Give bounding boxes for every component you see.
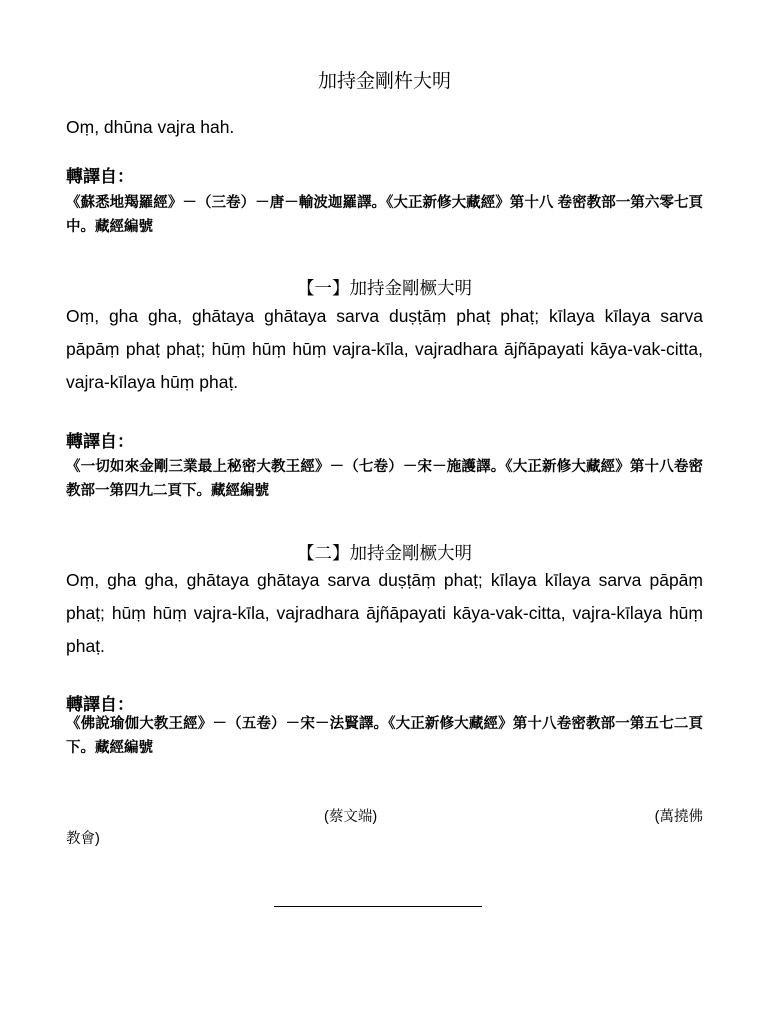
church-credit-part2: 教會) xyxy=(66,831,100,847)
source-citation: 《蘇悉地羯羅經》－（三卷）－唐－輸波迦羅譯。《大正新修大藏經》第十八 卷密教部一第六零七頁中。藏經編號 xyxy=(66,195,703,235)
source-citation-1: 《一切如來金剛三業最上秘密大教王經》－（七卷）－宋－施護譯。《大正新修大藏經》第十八卷密教部一第四九二頁下。藏經編號 xyxy=(66,459,703,499)
source-citation-2: 《佛說瑜伽大教王經》－（五卷）－宋－法賢譯。《大正新修大藏經》第十八卷密教部一第五七二頁下。藏經編號 xyxy=(66,716,703,756)
divider-line xyxy=(274,906,482,907)
mantra-section-2: Oṃ, gha gha, ghātaya ghātaya sarva duṣṭāṃ phaṭ; kīlaya kīlaya sarva pāpāṃ phaṭ; hūṃ hūṃ vajra-kīla, vajradhara ājñāpayati kāya-vak-citta, vajra-kīlaya hūṃ phaṭ. xyxy=(66,570,703,656)
source-label: 轉譯自： xyxy=(66,695,134,714)
source-label: 轉譯自： xyxy=(66,167,134,186)
mantra-section-1: Oṃ, gha gha, ghātaya ghātaya sarva duṣṭāṃ phaṭ phaṭ; kīlaya kīlaya sarva pāpāṃ phaṭ phaṭ; hūṃ hūṃ hūṃ vajra-kīla, vajradhara ājñāpayati kāya-vak-citta, vajra-kīlaya hūṃ phaṭ. xyxy=(66,306,703,392)
section-heading-1: 【一】加持金剛橛大明 xyxy=(297,278,472,298)
mantra-intro: Oṃ, dhūna vajra hah. xyxy=(66,117,235,137)
church-credit-part1: (萬撓佛 xyxy=(654,809,703,825)
source-label: 轉譯自： xyxy=(66,432,134,451)
section-heading-2: 【二】加持金剛橛大明 xyxy=(297,543,472,563)
page-title: 加持金剛杵大明 xyxy=(317,71,451,92)
author-credit: (蔡文端) xyxy=(324,809,378,825)
